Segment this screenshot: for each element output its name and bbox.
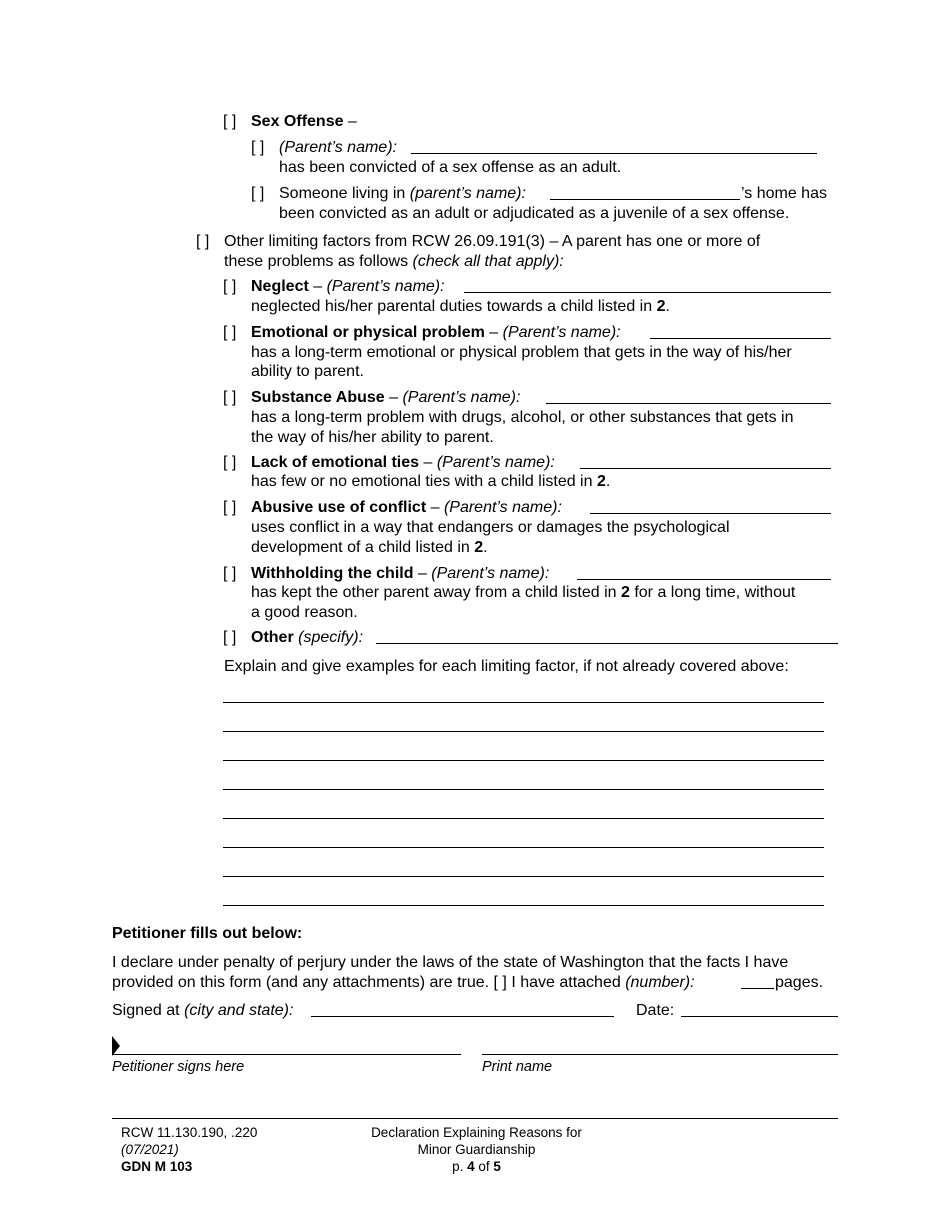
other-factors-checkbox[interactable]: [ ]: [196, 233, 210, 250]
footer-title-2: Minor Guardianship: [417, 1142, 536, 1157]
conflict-text-2: development of a child listed in 2.: [251, 539, 488, 556]
explain-line[interactable]: [223, 789, 824, 790]
substance-parent-name-field[interactable]: [546, 403, 831, 404]
explain-instructions: Explain and give examples for each limiting factor, if not already covered above:: [224, 658, 789, 675]
petitioner-heading: Petitioner fills out below:: [112, 925, 303, 942]
explain-line[interactable]: [223, 731, 824, 732]
substance-text-1: has a long-term problem with drugs, alcohol, or other substances that gets in: [251, 409, 794, 426]
withholding-text-1: [251, 583, 795, 602]
withholding-text-2: a good reason.: [251, 604, 358, 621]
sign-arrow-icon: [112, 1036, 122, 1056]
ties-text: has few or no emotional ties with a child listed in 2.: [251, 473, 611, 490]
conflict-title: Abusive use of conflict: [251, 499, 427, 516]
declaration-line-1: I declare under penalty of perjury under the laws of the state of Washington that the facts I have: [112, 954, 789, 971]
footer-date: (07/2021): [121, 1142, 179, 1157]
withholding-checkbox[interactable]: [ ]: [223, 565, 237, 582]
sex-offense-item-2: [251, 184, 526, 203]
substance-title: Substance Abuse: [251, 389, 385, 406]
attached-text: I have attached: [506, 974, 626, 991]
attached-pages-number-field[interactable]: [741, 988, 774, 989]
parent-name-label: (Parent’s name):: [402, 389, 521, 406]
withholding-description: has kept the other parent away from a child listed in: [251, 584, 621, 601]
parent-name-field[interactable]: [550, 199, 740, 200]
sex-offense-item-1: [251, 138, 397, 157]
city-state-label: (city and state):: [184, 1002, 294, 1019]
page-number: 4: [467, 1159, 475, 1174]
explain-line[interactable]: [223, 905, 824, 906]
substance-checkbox[interactable]: [ ]: [223, 389, 237, 406]
emotional-checkbox[interactable]: [ ]: [223, 324, 237, 341]
neglect-checkbox[interactable]: [ ]: [223, 278, 237, 295]
conflict-parent-name-field[interactable]: [590, 513, 831, 514]
parent-name-label: (Parent’s name):: [279, 139, 397, 156]
pages-label: pages.: [775, 974, 824, 991]
other-specify-field[interactable]: [376, 643, 838, 644]
emotional-row: [ ] Emotional or physical problem – (Parent’s name):: [223, 324, 621, 341]
city-state-field[interactable]: [311, 1016, 614, 1017]
child-ref: 2: [656, 298, 666, 315]
page-total: 5: [493, 1159, 501, 1174]
emotional-parent-name-field[interactable]: [650, 338, 831, 339]
dash: –: [343, 113, 357, 130]
other-factors-text-2: these problems as follows: [224, 253, 413, 270]
sex-offense-item-2-checkbox[interactable]: [ ]: [251, 185, 265, 202]
neglect-title: Neglect: [251, 278, 309, 295]
explain-line[interactable]: [223, 760, 824, 761]
withholding-row: [ ] Withholding the child – (Parent’s name):: [223, 565, 550, 582]
ties-row: [ ] Lack of emotional ties – (Parent’s name):: [223, 454, 555, 471]
sex-offense-item-1-text: has been convicted of a sex offense as an adult.: [279, 159, 622, 176]
specify-label: (specify):: [298, 629, 364, 646]
parent-name-label: (Parent’s name):: [436, 454, 555, 471]
footer-center: [330, 1124, 623, 1175]
home-has-text: ’s home has: [741, 185, 827, 202]
page-pre: p.: [452, 1159, 468, 1174]
ties-description: has few or no emotional ties with a child listed in: [251, 473, 597, 490]
child-ref: 2: [620, 584, 630, 601]
signed-at-row: [112, 1001, 293, 1020]
declaration-text: provided on this form (and any attachments) are true.: [112, 974, 494, 991]
explain-line[interactable]: [223, 702, 824, 703]
other-row: [223, 628, 363, 647]
number-label: (number):: [625, 974, 695, 991]
conflict-text-1: uses conflict in a way that endangers or damages the psychological: [251, 519, 730, 536]
footer-page: [330, 1158, 623, 1175]
withholding-description-2: for a long time, without: [629, 584, 796, 601]
other-factors-line-1: [196, 232, 760, 251]
date-field[interactable]: [681, 1016, 838, 1017]
child-ref: 2: [474, 539, 484, 556]
other-factors-text: Other limiting factors from RCW 26.09.191(3) – A parent has one or more of: [224, 233, 761, 250]
withholding-title: Withholding the child: [251, 565, 414, 582]
parent-name-label: (parent’s name):: [409, 185, 526, 202]
emotional-text-2: ability to parent.: [251, 363, 364, 380]
emotional-text-1: has a long-term emotional or physical problem that gets in the way of his/her: [251, 344, 792, 361]
attachments-checkbox[interactable]: [ ]: [493, 974, 507, 991]
ties-checkbox[interactable]: [ ]: [223, 454, 237, 471]
explain-line[interactable]: [223, 847, 824, 848]
footer-form-number: GDN M 103: [121, 1159, 193, 1174]
explain-line[interactable]: [223, 876, 824, 877]
emotional-title: Emotional or physical problem: [251, 324, 485, 341]
print-name-label: Print name: [482, 1059, 553, 1075]
neglect-description: neglected his/her parental duties towards a child listed in: [251, 298, 657, 315]
parent-name-field[interactable]: [411, 153, 817, 154]
neglect-text: neglected his/her parental duties towards a child listed in 2.: [251, 298, 670, 315]
neglect-parent-name-field[interactable]: [464, 292, 831, 293]
sex-offense-item-2-text: been convicted as an adult or adjudicated as a juvenile of a sex offense.: [279, 205, 790, 222]
conflict-row: [ ] Abusive use of conflict – (Parent’s name):: [223, 499, 562, 516]
item2-pre: Someone living in: [279, 185, 410, 202]
footer-rcw: RCW 11.130.190, .220: [121, 1125, 258, 1140]
signed-at-label: Signed at: [112, 1002, 185, 1019]
check-all-label: (check all that apply):: [412, 253, 564, 270]
parent-name-label: (Parent’s name):: [443, 499, 562, 516]
sex-offense-item-1-checkbox[interactable]: [ ]: [251, 139, 265, 156]
parent-name-label: (Parent’s name):: [502, 324, 621, 341]
print-name-field[interactable]: [482, 1054, 838, 1055]
footer-title-1: Declaration Explaining Reasons for: [371, 1125, 582, 1140]
substance-row: [ ] Substance Abuse – (Parent’s name):: [223, 389, 521, 406]
neglect-row: [ ] Neglect – (Parent’s name):: [223, 278, 445, 295]
sex-offense-title: Sex Offense: [251, 113, 344, 130]
ties-title: Lack of emotional ties: [251, 454, 420, 471]
conflict-checkbox[interactable]: [ ]: [223, 499, 237, 516]
withholding-parent-name-field[interactable]: [577, 579, 831, 580]
child-ref: 2: [596, 473, 606, 490]
other-factors-line-2: [224, 252, 564, 271]
sex-offense-row: [223, 112, 357, 131]
footer-divider: [112, 1118, 838, 1119]
other-checkbox[interactable]: [ ]: [223, 629, 237, 646]
explain-line[interactable]: [223, 818, 824, 819]
sex-offense-checkbox[interactable]: [ ]: [223, 113, 237, 130]
other-title: Other: [251, 629, 294, 646]
footer-left: [121, 1124, 257, 1175]
petitioner-signs-label: Petitioner signs here: [112, 1059, 245, 1075]
page-of: of: [474, 1159, 494, 1174]
declaration-line-2: [112, 973, 695, 992]
ties-parent-name-field[interactable]: [580, 468, 831, 469]
substance-text-2: the way of his/her ability to parent.: [251, 429, 494, 446]
conflict-description: development of a child listed in: [251, 539, 475, 556]
signature-field[interactable]: [112, 1054, 461, 1055]
parent-name-label: (Parent’s name):: [326, 278, 445, 295]
date-label: Date:: [636, 1002, 675, 1019]
parent-name-label: (Parent’s name):: [431, 565, 550, 582]
